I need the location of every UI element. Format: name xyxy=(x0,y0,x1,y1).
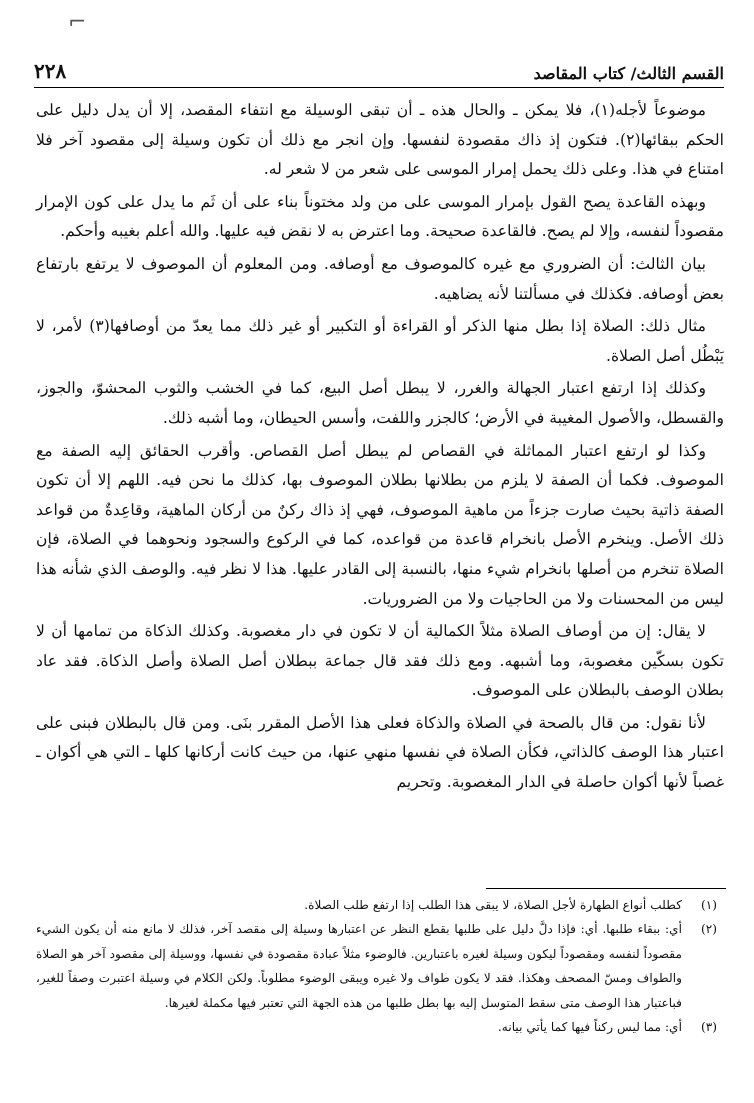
header-title: القسم الثالث/ كتاب المقاصد xyxy=(533,64,724,83)
footnote-text: أي: ببقاء طلبها. أي: فإذا دلَّ دليل على طلبها بقطع النظر عن اعتبارها وسيلة إلى مقصد آخر، فذلك لا مانع منه أن يكون الشيء مقصوداً لنفسه ومقصوداً ليكون وسيلة لغيره باعتبارين. فالوضوء مثلاً عبادة مقصودة في نفسها، ووسيلة إلى مقصود آخر هو الصلاة والطواف ومسّ المصحف وهكذا. فقد لا يكون طواف ولا غيره ويبقى الوضوء مطلوباً. ولكن الكلام في وسيلة اعتبرت وصفاً للغير، فباعتبار هذا الوصف متى سقط المتوسل إليه بها بطل طلبها من هذه الجهة التي تعتبر فيها مكملة لغيرها. xyxy=(36,922,682,1010)
page-number: ٢٢٨ xyxy=(34,59,67,83)
footnote-1 xyxy=(36,893,724,917)
footnote-2 xyxy=(36,917,724,1015)
paragraph-4: مثال ذلك: الصلاة إذا بطل منها الذكر أو القراءة أو التكبير أو غير ذلك مما يعدّ من أوصافها(٣) لأمر، لا يَبْطُل أصل الصلاة. xyxy=(36,317,724,365)
footnotes xyxy=(36,893,724,1039)
footnote-3 xyxy=(36,1015,724,1039)
footnote-number: (٢) xyxy=(700,922,718,937)
footnote-separator xyxy=(486,888,726,889)
footnote-text: أي: مما ليس ركناً فيها كما يأتي بيانه. xyxy=(497,1020,682,1035)
footnote-text: كطلب أنواع الطهارة لأجل الصلاة، لا يبقى هذا الطلب إذا ارتفع طلب الصلاة. xyxy=(304,898,682,912)
paragraph-8: لأنا نقول: من قال بالصحة في الصلاة والذكاة فعلى هذا الأصل المقرر بنَى. ومن قال بالبطلان فبنى على اعتبار هذا الوصف كالذاتي، فكأن الصلاة في نفسها منهي عنها، من حيث كانت أركانها كلها ـ التي هي أكوان ـ غصباً لأنها أكوان حاصلة في الدار المغصوبة. وتحريم xyxy=(36,713,724,792)
paragraph-6: وكذا لو ارتفع اعتبار المماثلة في القصاص لم يبطل أصل القصاص. وأقرب الحقائق إليه الصفة مع الموصوف. فكما أن الصفة لا يلزم من بطلانها بطلان الموصوف بها، كذلك ما نحن فيه. اللهم إلا أن تكون الصفة ذاتية بحيث صارت جزءاً من ماهية الموصوف، فهي إذ ذاك ركنٌ من أركان الماهية، وقاعِدةٌ من قواعد ذلك الأصل. وينخرم الأصل بانخرام قاعدة من قواعده، كما في الركوع والسجود ونحوهما في الصلاة، فإن الصلاة تنخرم من أصلها بانخرام شيء منها، بالنسبة إلى القادر عليها. هذا لا نظر فيه. والوصف الذي شأنه هذا ليس من المحسنات ولا من الحاجيات ولا من الضروريات. xyxy=(36,441,724,608)
paragraph-3: بيان الثالث: أن الضروري مع غيره كالموصوف مع أوصافه. ومن المعلوم أن الموصوف لا يرتفع بارتفاع بعض أوصافه. فكذلك في مسألتنا لأنه يضاهيه. xyxy=(36,254,724,303)
paragraph-2: وبهذه القاعدة يصح القول بإمرار الموسى على من ولد مختوناً بناء على أن ثَم ما يدل على كون الإمرار مقصوداً لنفسه، وإلا لم يصح. فالقاعدة صحيحة. وما اعترض به لا نقض فيه عليها. والله أعلم بغيبه وأحكم. xyxy=(36,192,724,241)
paragraph-7: لا يقال: إن من أوصاف الصلاة مثلاً الكمالية أن لا تكون في دار مغصوبة. وكذلك الذكاة من تمامها أن لا تكون بسكّين مغصوبة، وما أشبهه. ومع ذلك فقد قال جماعة ببطلان أصل الصلاة وأصل الذكاة. فقد عاد بطلان الوصف بالبطلان على الموصوف. xyxy=(36,622,724,700)
corner-mark: ⌐ xyxy=(68,10,87,35)
paragraph-5: وكذلك إذا ارتفع اعتبار الجهالة والغرر، لا يبطل أصل البيع، كما في الخشب والثوب المحشوّ، والجوز، والقسطل، والأصول المغيبة في الأرض؛ كالجزر واللفت، وأسس الحيطان، وما أشبه ذلك. xyxy=(36,379,724,427)
footnote-number: (١) xyxy=(700,898,718,912)
running-header xyxy=(34,58,724,88)
paragraph-1: موضوعاً لأجله(١)، فلا يمكن ـ والحال هذه ـ أن تبقى الوسيلة مع انتفاء المقصد، إلا أن يدل دليل على الحكم ببقائها(٢). فتكون إذ ذاك مقصودة لنفسها. وإن انجر مع ذلك أن تكون وسيلة إلى مقصود آخر فلا امتناع في هذا. وعلى ذلك يحمل إمرار الموسى على شعر من لا شعر له. xyxy=(36,101,724,179)
main-text xyxy=(36,96,724,801)
footnote-number: (٣) xyxy=(700,1020,718,1035)
